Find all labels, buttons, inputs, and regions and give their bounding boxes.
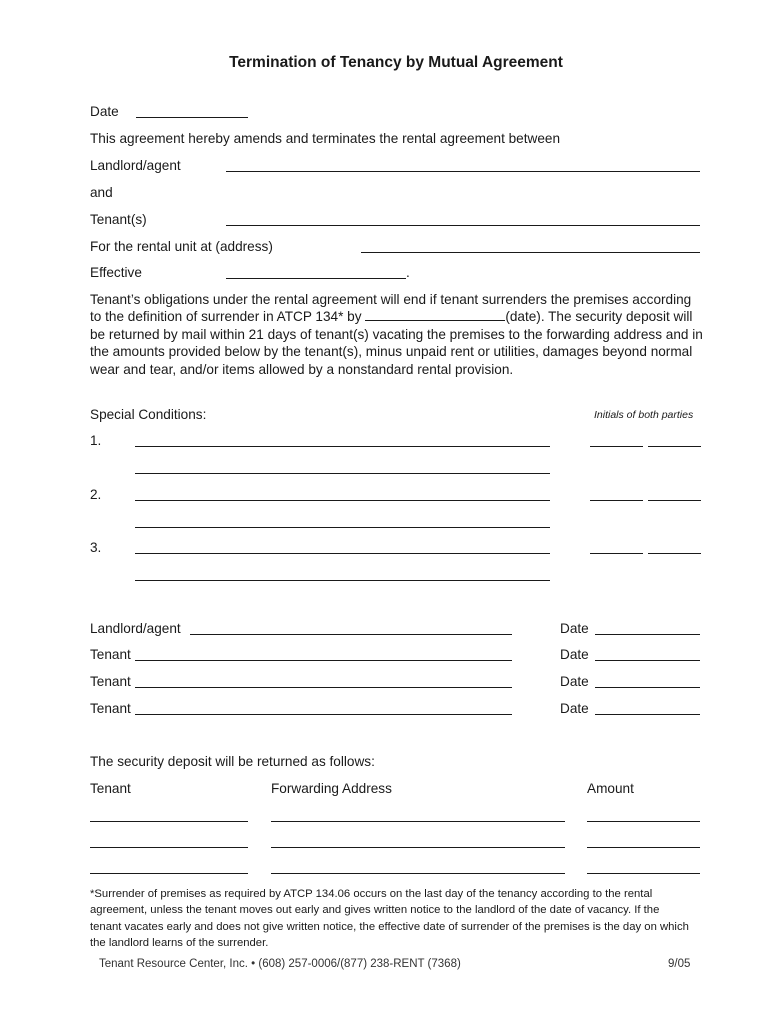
deposit-col-address: Forwarding Address bbox=[271, 781, 392, 796]
signature-tenant-date-line[interactable] bbox=[595, 714, 700, 715]
landlord-label: Landlord/agent bbox=[90, 158, 181, 173]
condition-2-line-1[interactable] bbox=[135, 500, 550, 501]
footnote: *Surrender of premises as required by ATCP 134.06 occurs on the last day of the tenancy according to the rental agreement, unless the tenant moves out early and gives written notice to the landlord of the date of vacancy. If the tenant vacates early and does not give written notice, the effective date of surrender of the premises is the day on which the landlord learns of the surrender. bbox=[90, 888, 689, 950]
deposit-amount-field[interactable] bbox=[587, 873, 700, 874]
effective-period: . bbox=[406, 265, 410, 280]
rental-unit-address-field[interactable] bbox=[361, 252, 700, 253]
deposit-amount-field[interactable] bbox=[587, 821, 700, 822]
footer-org: Tenant Resource Center, Inc. • (608) 257-0006/(877) 238-RENT (7368) bbox=[99, 958, 461, 970]
signature-tenant-line[interactable] bbox=[135, 660, 512, 661]
obligations-text-part2: (date). The security deposit will be returned by mail within 21 days of tenant(s) vacating the premises to the forwarding address and in the amounts provided below by the tenant(s), minus unpaid rent or utilities, damages beyond normal wear and tear, and/or items allowed by a nonstandard rental provision. bbox=[90, 309, 703, 377]
landlord-field[interactable] bbox=[226, 171, 700, 172]
obligations-paragraph bbox=[90, 291, 706, 378]
special-conditions-label: Special Conditions: bbox=[90, 407, 207, 422]
condition-2-initials-1[interactable] bbox=[590, 500, 643, 501]
signature-tenant-line[interactable] bbox=[135, 687, 512, 688]
effective-label: Effective bbox=[90, 265, 142, 280]
initials-label: Initials of both parties bbox=[594, 409, 694, 421]
intro-text: This agreement hereby amends and terminates the rental agreement between bbox=[90, 131, 561, 146]
condition-3-initials-1[interactable] bbox=[590, 553, 643, 554]
deposit-col-tenant: Tenant bbox=[90, 781, 131, 796]
condition-3-initials-2[interactable] bbox=[648, 553, 701, 554]
condition-1-initials-1[interactable] bbox=[590, 446, 643, 447]
signature-date-label: Date bbox=[560, 621, 589, 636]
condition-number-2: 2. bbox=[90, 487, 102, 502]
deposit-tenant-field[interactable] bbox=[90, 821, 248, 822]
surrender-date-field[interactable] bbox=[365, 320, 505, 321]
signature-tenant-label: Tenant bbox=[90, 647, 131, 662]
deposit-address-field[interactable] bbox=[271, 847, 565, 848]
signature-date-label: Date bbox=[560, 674, 589, 689]
deposit-address-field[interactable] bbox=[271, 873, 565, 874]
tenants-label: Tenant(s) bbox=[90, 212, 147, 227]
condition-number-3: 3. bbox=[90, 540, 102, 555]
rental-unit-label: For the rental unit at (address) bbox=[90, 239, 273, 254]
signature-date-label: Date bbox=[560, 701, 589, 716]
date-field[interactable] bbox=[136, 117, 248, 118]
signature-landlord-label: Landlord/agent bbox=[90, 621, 181, 636]
deposit-col-amount: Amount bbox=[587, 781, 634, 796]
signature-tenant-line[interactable] bbox=[135, 714, 512, 715]
condition-1-line-2[interactable] bbox=[135, 473, 550, 474]
signature-tenant-date-line[interactable] bbox=[595, 660, 700, 661]
condition-number-1: 1. bbox=[90, 433, 102, 448]
tenants-field[interactable] bbox=[226, 225, 700, 226]
obligations-text-part1: Tenant’s obligations under the rental agreement will end if tenant surrenders the premises according to the definition of surrender in ATCP 134* by bbox=[90, 292, 692, 325]
signature-tenant-label: Tenant bbox=[90, 701, 131, 716]
deposit-intro: The security deposit will be returned as follows: bbox=[90, 754, 375, 769]
condition-1-initials-2[interactable] bbox=[648, 446, 701, 447]
deposit-tenant-field[interactable] bbox=[90, 873, 248, 874]
signature-landlord-line[interactable] bbox=[190, 634, 512, 635]
date-label: Date bbox=[90, 104, 119, 119]
signature-landlord-date-line[interactable] bbox=[595, 634, 700, 635]
signature-tenant-label: Tenant bbox=[90, 674, 131, 689]
signature-date-label: Date bbox=[560, 647, 589, 662]
condition-1-line-1[interactable] bbox=[135, 446, 550, 447]
deposit-address-field[interactable] bbox=[271, 821, 565, 822]
signature-tenant-date-line[interactable] bbox=[595, 687, 700, 688]
condition-2-line-2[interactable] bbox=[135, 527, 550, 528]
and-label: and bbox=[90, 185, 113, 200]
deposit-tenant-field[interactable] bbox=[90, 847, 248, 848]
page-title: Termination of Tenancy by Mutual Agreement bbox=[229, 54, 563, 71]
deposit-amount-field[interactable] bbox=[587, 847, 700, 848]
condition-2-initials-2[interactable] bbox=[648, 500, 701, 501]
condition-3-line-2[interactable] bbox=[135, 580, 550, 581]
footer-version: 9/05 bbox=[668, 958, 691, 970]
effective-date-field[interactable] bbox=[226, 278, 406, 279]
condition-3-line-1[interactable] bbox=[135, 553, 550, 554]
